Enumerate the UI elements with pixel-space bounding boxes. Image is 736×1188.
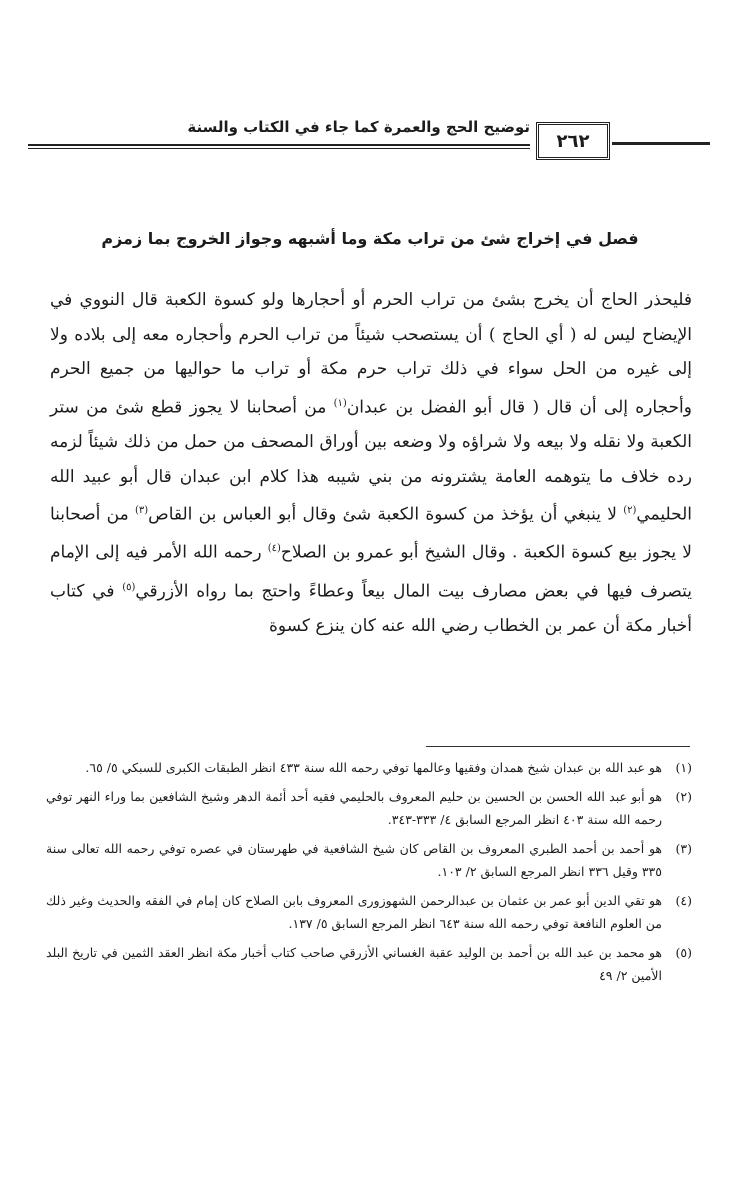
footnote-2 [46,785,692,831]
footnote-4 [46,889,692,935]
header-rule-right [612,142,710,145]
footnote-1 [46,756,692,779]
body-paragraph [50,283,692,644]
footnote-number: (٤) [675,893,692,908]
body-text-segment: في كتاب أخبار مكة أن عمر بن الخطاب رضي الله عنه كان ينزع كسوة [50,581,692,636]
footnote-5 [46,941,692,987]
footnote-ref-3: (٣) [134,505,149,517]
footnote-separator [426,746,690,747]
footnotes [46,756,692,993]
footnote-ref-1: (١) [333,397,347,409]
body-text-segment: من أصحابنا لا يجوز بيع كسوة الكعبة . وقال الشيخ أبو عمرو بن الصلاح [50,504,692,564]
footnote-ref-4: (٤) [267,543,281,555]
section-heading: فصل في إخراج شئ من تراب مكة وما أشبهه وجواز الخروج بما زمزم [101,229,639,248]
footnote-text: هو تقي الدين أبو عمر بن عثمان بن عبدالرحمن الشهوزورى المعروف بابن الصلاح كان إمام في الفقه والحديث وغير ذلك من العلوم النافعة توفي رحمه الله سنة ٦٤٣ انظر المرجع السابق ٥/ ١٣٧. [46,893,662,931]
header-rule-left-thin [28,148,530,149]
header-rule-left [28,144,530,146]
footnote-text: هو أحمد بن أحمد الطبري المعروف بن القاص كان شيخ الشافعية في طهرستان في عصره توفي رحمه الله تعالى سنة ٣٣٥ وقيل ٣٣٦ انظر المرجع السابق ٢/ ١٠٣. [46,841,662,879]
footnote-text: هو محمد بن عبد الله بن أحمد بن الوليد عقبة الغساني الأزرقي صاحب كتاب أخبار مكة انظر العقد الثمين في تاريخ البلد الأمين ٢/ ٤٩ [46,945,662,983]
footnote-ref-2: (٢) [623,505,637,517]
body-text-segment: لا ينبغي أن يؤخذ من كسوة الكعبة شئ وقال أبو العباس بن القاص [148,504,624,525]
page-header [0,112,736,162]
footnote-number: (١) [675,760,692,775]
footnote-3 [46,837,692,883]
footnote-text: هو أبو عبد الله الحسن بن الحسين بن حليم المعروف بالحليمي فقيه أحد أئمة الدهر وشيخ الشافعين بما وراء النهر توفي رحمه الله سنة ٤٠٣ انظر المرجع السابق ٤/ ٣٣٣-٣٤٣. [46,789,662,827]
running-title: توضيح الحج والعمرة كما جاء في الكتاب والسنة [187,118,530,136]
body-text-segment: فليحذر الحاج أن يخرج بشئ من تراب الحرم أو أحجارها ولو كسوة الكعبة قال النووي في الإيضاح ليس له ( أي الحاج ) أن يستصحب شيئاً من تراب الحرم وأحجاره معه إلى بلاده ولا إلى غيره من الحل سواء في ذلك تراب حرم مكة أو تراب ما حواليها من جميع الحرم وأحجاره إلى أن قال ( قال أبو الفضل بن عبدان [50,290,692,418]
body-text-segment: رحمه الله الأمر فيه إلى الإمام يتصرف فيها في بعض مصارف بيت المال بيعاً وعطاءً واحتج بما رواه الأزرقي [50,543,693,602]
footnote-number: (٣) [675,841,692,856]
page-number: ٢٦٢ [536,122,610,160]
footnote-number: (٢) [675,789,692,804]
footnote-ref-5: (٥) [122,581,136,593]
body-text-segment: من أصحابنا لا يجوز قطع شئ من ستر الكعبة ولا نقله ولا بيعه ولا شراؤه ولا وضعه بين أوراق المصحف من حمل من ذلك شيئاً لزمه رده خلاف ما يتوهمه العامة يشترونه من بني شيبه هذا كلام ابن عبدان قال أبو عبيد الله الحليمي [50,397,693,525]
footnote-text: هو عبد الله بن عبدان شيخ همدان وفقيها وعالمها توفي رحمه الله سنة ٤٣٣ انظر الطبقات الكبرى للسبكي ٥/ ٦٥. [85,760,662,775]
footnote-number: (٥) [675,945,692,960]
